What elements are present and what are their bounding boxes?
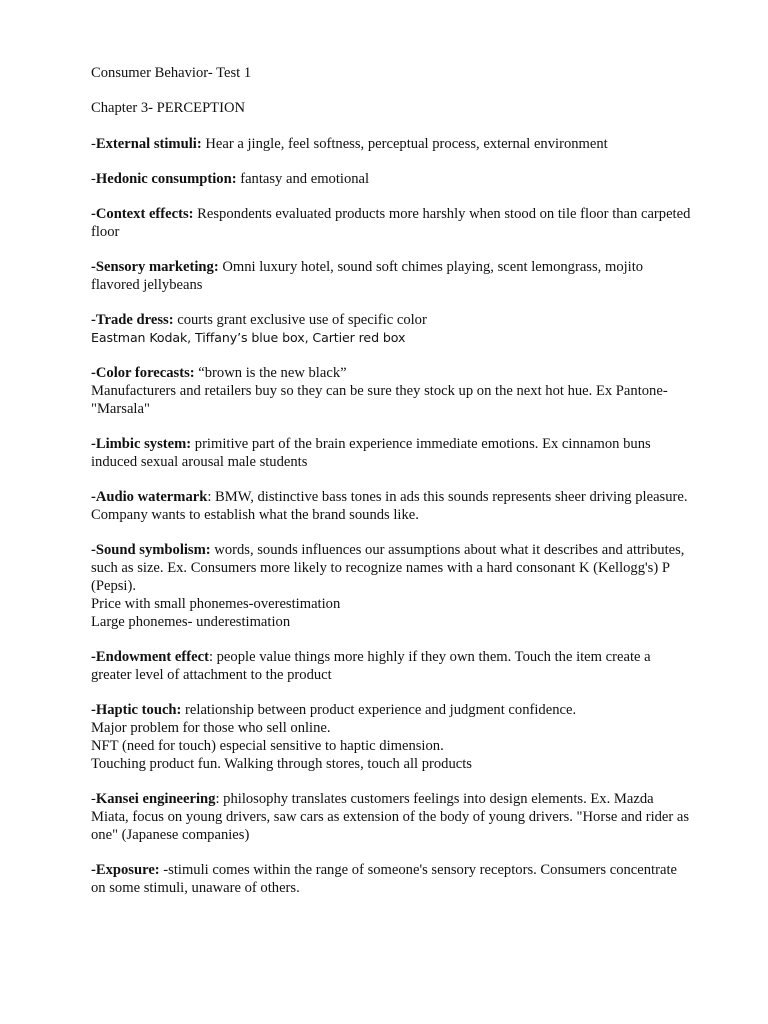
entry-text: Omni luxury hotel, sound soft chimes playing, scent lemongrass, mojito flavored jellybeans: [91, 259, 644, 293]
entry-trade-dress: [91, 311, 691, 347]
entry-term: -Trade dress:: [91, 312, 174, 328]
entry-term: -Haptic touch:: [91, 702, 182, 718]
entry-extra-line: Manufacturers and retailers buy so they can be sure they stock up on the next hot hue. Ex Pantone-"Marsala": [91, 383, 668, 417]
entry-extra-line: Eastman Kodak, Tiffany’s blue box, Cartier red box: [91, 330, 406, 345]
entry-term: External stimuli:: [95, 136, 202, 152]
entry-lead: -: [91, 791, 96, 807]
entry-limbic-system: [91, 435, 691, 471]
entry-text: : philosophy translates customers feelings into design elements. Ex. Mazda Miata, focus on young drivers, saw cars as extension of the body of young drivers. "Horse and rider as one" (Japanese companies): [91, 791, 690, 843]
entry-term: -Audio watermark: [91, 489, 208, 505]
entry-endowment-effect: [91, 648, 691, 684]
entry-context-effects: [91, 205, 691, 241]
entry-text: fantasy and emotional: [236, 171, 370, 187]
entry-lead: -: [91, 171, 96, 187]
entry-term: -Exposure:: [91, 862, 160, 878]
entry-extra-line: Large phonemes- underestimation: [91, 614, 291, 630]
entry-extra-line: Price with small phonemes-overestimation: [91, 596, 341, 612]
entry-sensory-marketing: [91, 258, 691, 294]
entry-text: : people value things more highly if they own them. Touch the item create a greater level of attachment to the product: [91, 649, 651, 683]
entry-term: Kansei engineering: [95, 791, 216, 807]
entry-text: : BMW, distinctive bass tones in ads this sounds represents sheer driving pleasure. Company wants to establish what the brand sounds like.: [91, 489, 688, 523]
entry-exposure: [91, 861, 691, 897]
entry-extra-line: Touching product fun. Walking through stores, touch all products: [91, 756, 472, 772]
entry-text: primitive part of the brain experience immediate emotions. Ex cinnamon buns induced sexual arousal male students: [91, 436, 651, 470]
entry-term: -Sensory marketing:: [91, 259, 219, 275]
entry-audio-watermark: [91, 488, 691, 524]
entry-term: -Color forecasts:: [91, 365, 195, 381]
document-title: Consumer Behavior- Test 1: [91, 65, 252, 81]
entry-color-forecasts: [91, 364, 691, 418]
document-body: [91, 64, 691, 914]
entry-haptic-touch: [91, 701, 691, 773]
entry-term: -Context effects:: [91, 206, 194, 222]
entry-text: Respondents evaluated products more harshly when stood on tile floor than carpeted floor: [91, 206, 691, 240]
entry-text: words, sounds influences our assumptions about what it describes and attributes, such as size. Ex. Consumers more likely to recognize names with a hard consonant K (Kellogg's) P (Pepsi).: [91, 542, 685, 594]
entry-lead: -: [91, 136, 96, 152]
entry-text: courts grant exclusive use of specific color: [173, 312, 427, 328]
entry-extra-line: Major problem for those who sell online.: [91, 720, 331, 736]
entry-term: Hedonic consumption:: [95, 171, 237, 187]
entry-text: -stimuli comes within the range of someone's sensory receptors. Consumers concentrate on some stimuli, unaware of others.: [91, 862, 677, 896]
entry-term: -Sound symbolism:: [91, 542, 211, 558]
entry-term: -Endowment effect: [91, 649, 209, 665]
entry-external-stimuli: [91, 135, 691, 153]
entry-hedonic-consumption: [91, 170, 691, 188]
entry-text: Hear a jingle, feel softness, perceptual process, external environment: [201, 136, 608, 152]
chapter-heading: Chapter 3- PERCEPTION: [91, 100, 246, 116]
entry-extra-line: NFT (need for touch) especial sensitive to haptic dimension.: [91, 738, 444, 754]
entry-text: “brown is the new black”: [194, 365, 347, 381]
entry-term: -Limbic system:: [91, 436, 192, 452]
entry-text: relationship between product experience and judgment confidence.: [181, 702, 577, 718]
entry-kansei-engineering: [91, 790, 691, 844]
entry-sound-symbolism: [91, 541, 691, 631]
